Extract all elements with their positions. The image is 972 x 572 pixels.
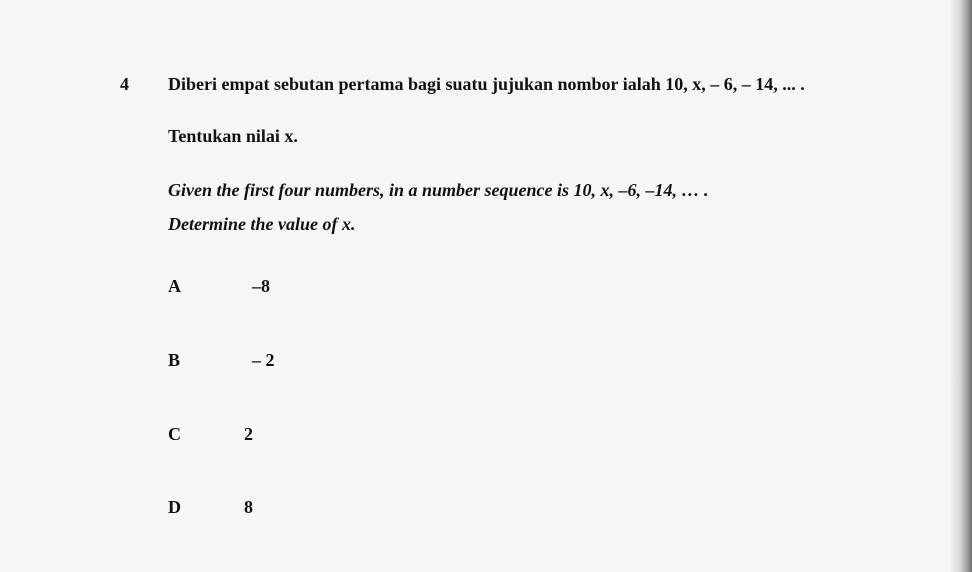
question-text-malay: Diberi empat sebutan pertama bagi suatu jujukan nombor ialah 10, x, – 6, – 14, ... . <box>168 74 805 94</box>
option-b-value: – 2 <box>252 350 275 370</box>
option-a-value: –8 <box>252 276 270 296</box>
option-c-letter: C <box>168 424 181 444</box>
question-text-english: Given the first four numbers, in a number sequence is 10, x, –6, –14, … . <box>168 180 709 200</box>
option-d-value: 8 <box>244 497 253 517</box>
option-a-letter: A <box>168 276 181 296</box>
instruction-malay: Tentukan nilai x. <box>168 126 298 146</box>
instruction-english: Determine the value of x. <box>168 214 356 234</box>
option-d-letter: D <box>168 497 181 517</box>
page-edge-shadow <box>950 0 972 572</box>
option-b-letter: B <box>168 350 181 370</box>
question-number: 4 <box>120 74 129 94</box>
option-c-value: 2 <box>244 424 253 444</box>
